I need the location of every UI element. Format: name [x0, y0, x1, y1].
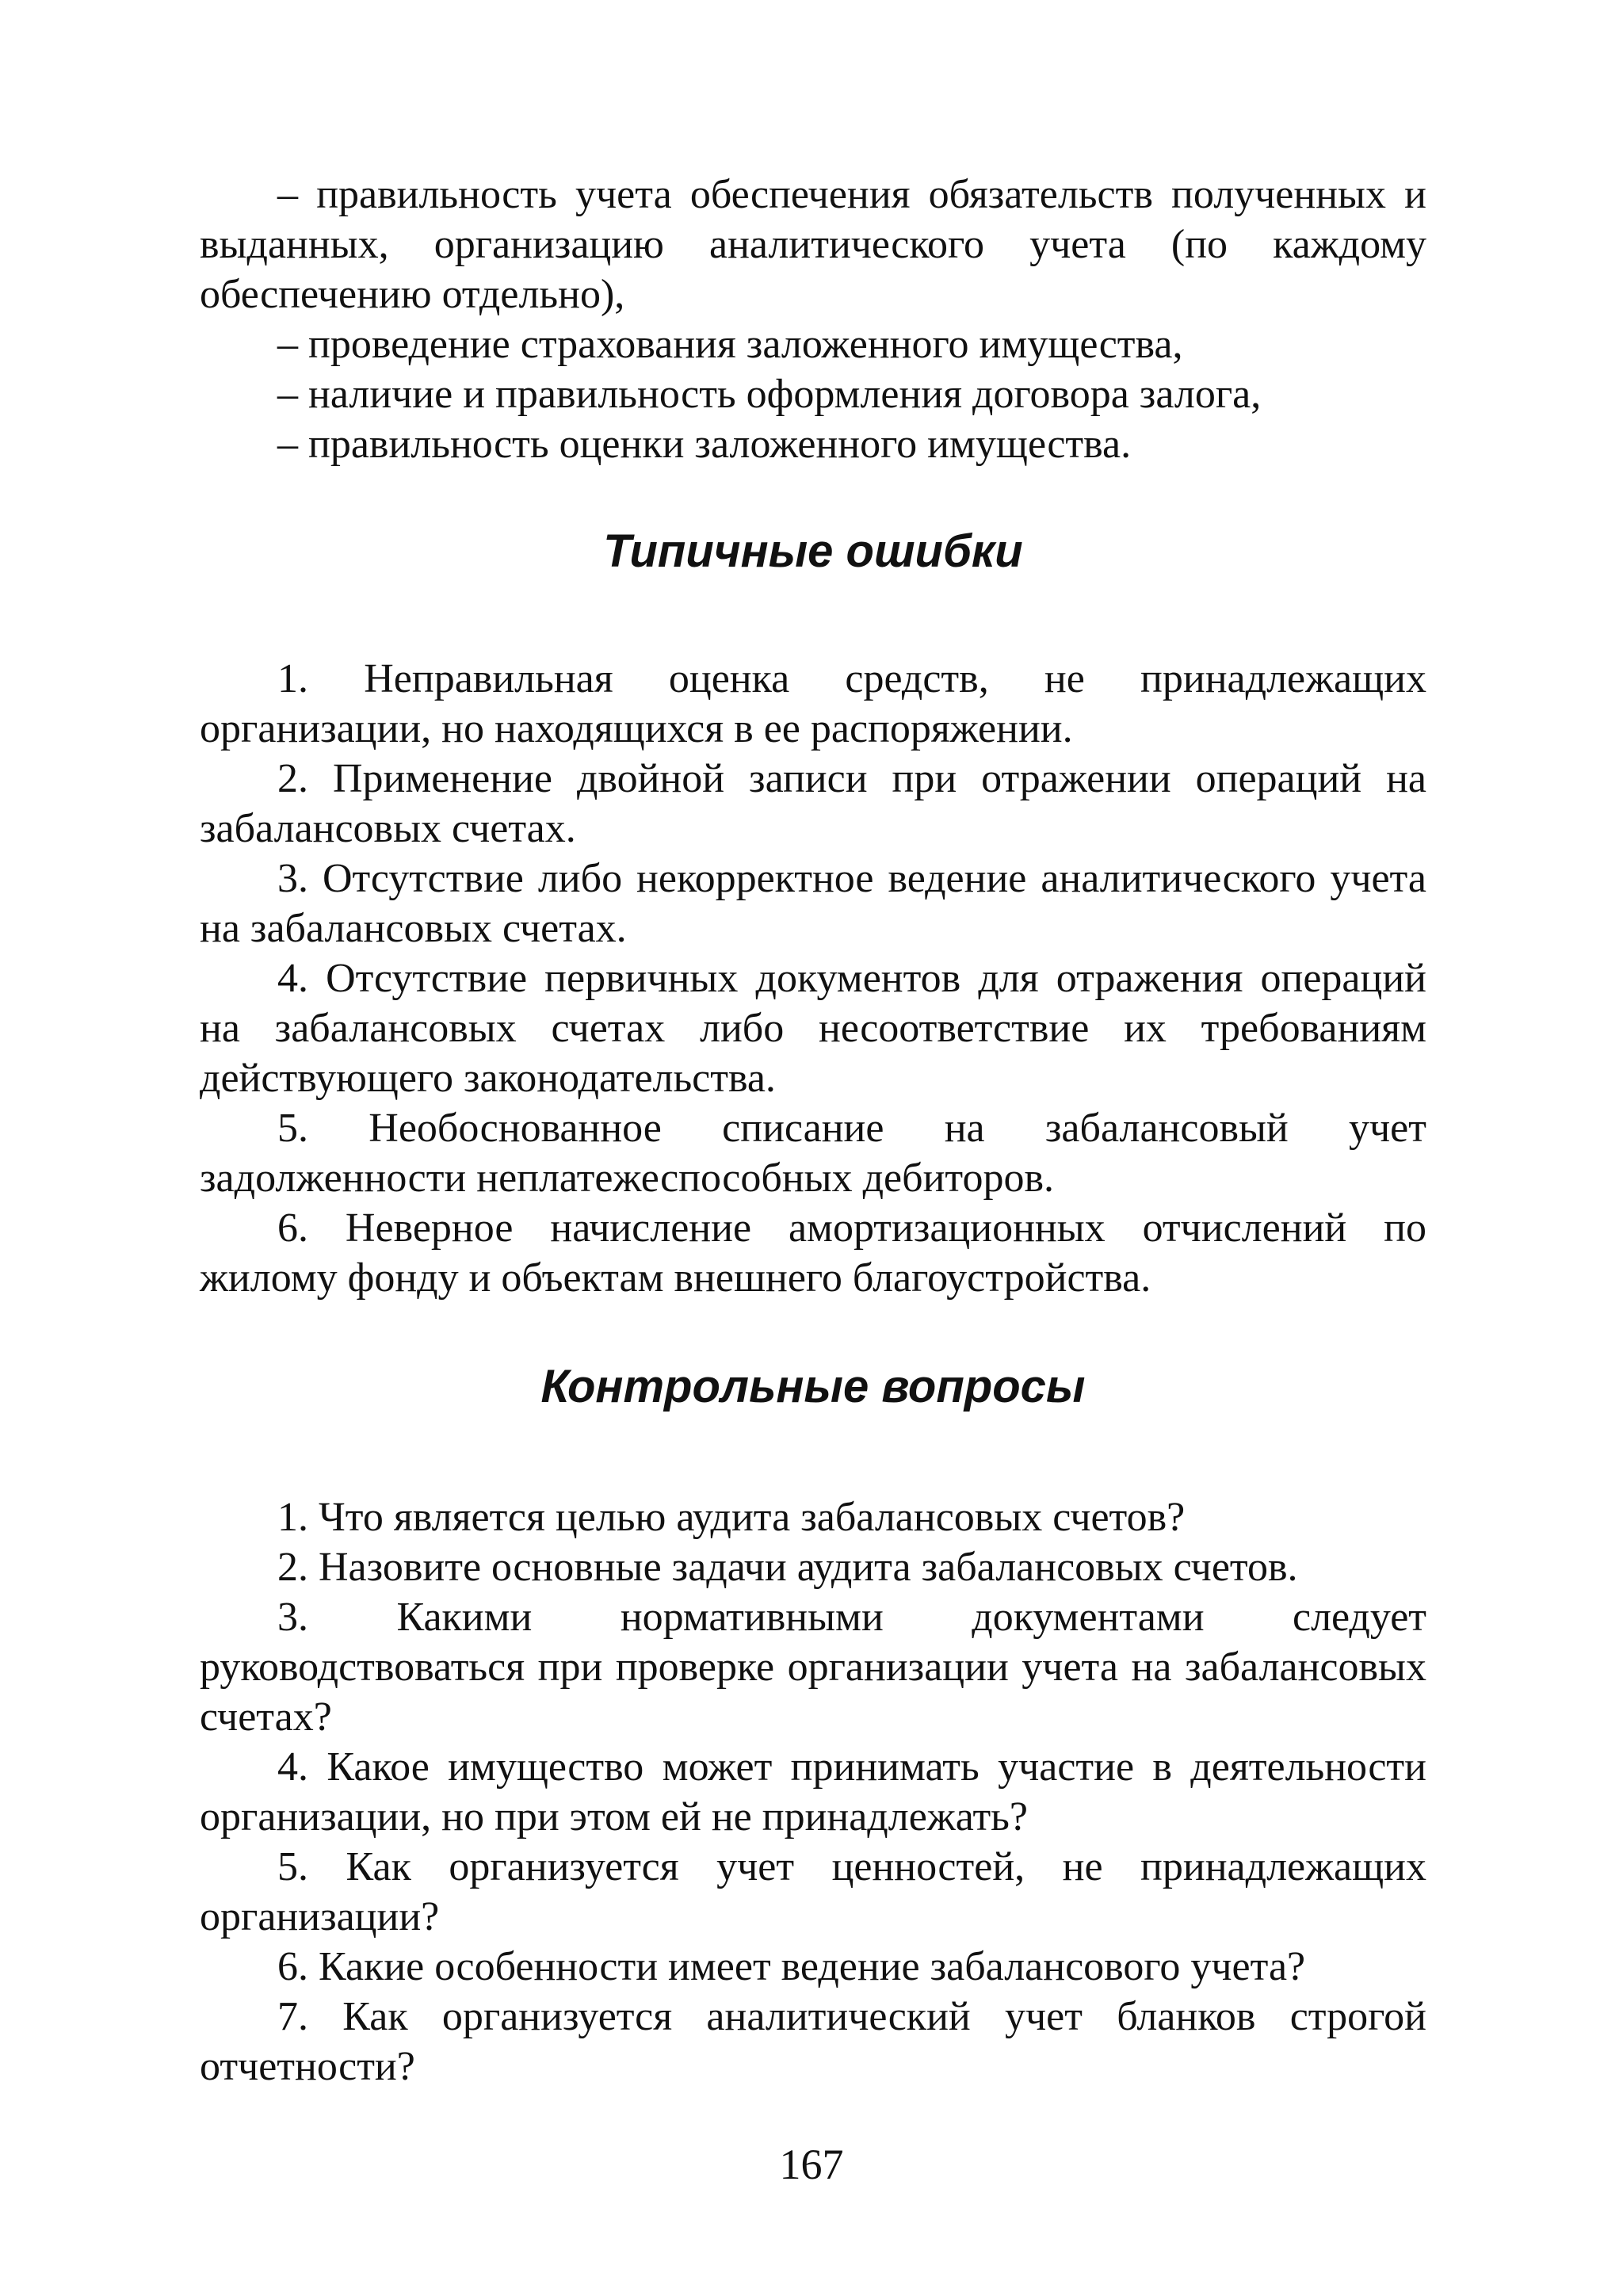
- question-item: 5. Как организуется учет ценностей, не принадлежащих организации?: [200, 1844, 1426, 1939]
- section-heading-typical-errors: Типичные ошибки: [603, 525, 1023, 577]
- error-item: 5. Необоснованное списание на забалансовый учет задолженности неплатежеспособных дебиторов.: [200, 1106, 1426, 1201]
- error-item: 1. Неправильная оценка средств, не принадлежащих организации, но находящихся в ее распоряжении.: [200, 656, 1426, 751]
- intro-item: – правильность оценки заложенного имущества.: [277, 422, 1132, 467]
- question-item: 1. Что является целью аудита забалансовых счетов?: [277, 1495, 1186, 1540]
- error-item: 4. Отсутствие первичных документов для отражения операций на забалансовых счетах либо несоответствие их требованиям действующего законодательства.: [200, 956, 1426, 1101]
- typical-errors-list: [200, 654, 1426, 1303]
- question-item: 4. Какое имущество может принимать участие в деятельности организации, но при этом ей не принадлежать?: [200, 1744, 1426, 1839]
- section-heading-control-questions: Контрольные вопросы: [540, 1361, 1086, 1412]
- page-content: [200, 170, 1426, 2092]
- page-number: 167: [779, 2141, 844, 2188]
- error-item: 2. Применение двойной записи при отражении операций на забалансовых счетах.: [200, 756, 1426, 851]
- intro-item: – проведение страхования заложенного имущества,: [277, 322, 1183, 367]
- error-item: 6. Неверное начисление амортизационных отчислений по жилому фонду и объектам внешнего благоустройства.: [200, 1205, 1426, 1301]
- question-item: 3. Какими нормативными документами следует руководствоваться при проверке организации учета на забалансовых счетах?: [200, 1595, 1426, 1740]
- error-item: 3. Отсутствие либо некорректное ведение аналитического учета на забалансовых счетах.: [200, 856, 1426, 951]
- control-questions-list: [200, 1492, 1426, 2092]
- intro-item: – наличие и правильность оформления договора залога,: [277, 372, 1262, 417]
- intro-item: – правильность учета обеспечения обязательств полученных и выданных, организацию аналитического учета (по каждому обеспечению отдельно),: [200, 172, 1426, 317]
- question-item: 2. Назовите основные задачи аудита забалансовых счетов.: [277, 1545, 1298, 1590]
- question-item: 6. Какие особенности имеет ведение забалансового учета?: [277, 1944, 1306, 1989]
- question-item: 7. Как организуется аналитический учет бланков строгой отчетности?: [200, 1994, 1426, 2089]
- intro-list: [200, 170, 1426, 469]
